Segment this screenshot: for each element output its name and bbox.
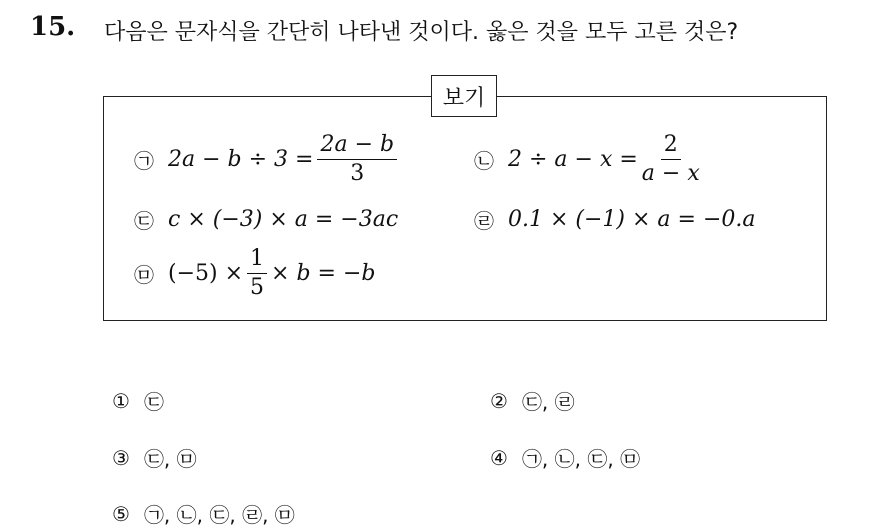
item-expression: c × (−3) × a = −3ac — [168, 207, 399, 232]
fraction-numerator: 1 — [247, 247, 267, 274]
question-text: 다음은 문자식을 간단히 나타낸 것이다. 옳은 것을 모두 고른 것은? — [104, 20, 739, 45]
bogi-item-3 — [134, 205, 398, 234]
fraction-numerator: 2 — [661, 133, 681, 160]
fraction — [247, 247, 267, 300]
item-lhs: 2a − b ÷ 3 = — [168, 147, 314, 173]
bogi-item-2 — [474, 133, 704, 186]
choice-number: ① — [112, 388, 130, 413]
choice-5[interactable] — [112, 499, 295, 528]
item-rhs: × b = −b — [271, 261, 376, 287]
item-expression: 0.1 × (−1) × a = −0.a — [508, 207, 756, 232]
fraction-denominator: a − x — [641, 161, 700, 187]
choice-number: ⑤ — [112, 501, 130, 526]
fraction-numerator: 2a − b — [317, 133, 397, 160]
item-marker: ㉣ — [474, 209, 494, 233]
choice-text: ㉢, ㉤ — [143, 447, 197, 471]
choice-number: ③ — [112, 445, 130, 470]
choice-1[interactable] — [112, 386, 164, 415]
choice-2[interactable] — [490, 386, 575, 415]
bogi-item-4 — [474, 205, 756, 234]
bogi-item-5 — [134, 247, 375, 300]
choice-4[interactable] — [490, 443, 640, 472]
bogi-label: 보기 — [431, 75, 497, 117]
bogi-item-1 — [134, 133, 401, 186]
choice-text: ㉢ — [143, 390, 164, 414]
choice-number: ④ — [490, 445, 508, 470]
item-marker: ㉡ — [474, 149, 494, 174]
choice-text: ㉢, ㉣ — [521, 390, 575, 414]
item-marker: ㉢ — [134, 209, 154, 233]
fraction-denominator: 5 — [250, 275, 265, 301]
item-marker: ㉠ — [134, 149, 154, 174]
item-lhs: 2 ÷ a − x = — [508, 147, 638, 173]
item-marker: ㉤ — [134, 263, 154, 288]
choice-text: ㉠, ㉡, ㉢, ㉤ — [521, 447, 641, 471]
fraction — [642, 133, 700, 186]
item-lhs: (−5) × — [168, 261, 244, 287]
fraction-denominator: 3 — [350, 161, 365, 187]
choice-text: ㉠, ㉡, ㉢, ㉣, ㉤ — [143, 503, 295, 527]
fraction — [317, 133, 397, 186]
question-number: 15. — [30, 12, 76, 42]
choice-number: ② — [490, 388, 508, 413]
choice-3[interactable] — [112, 443, 197, 472]
